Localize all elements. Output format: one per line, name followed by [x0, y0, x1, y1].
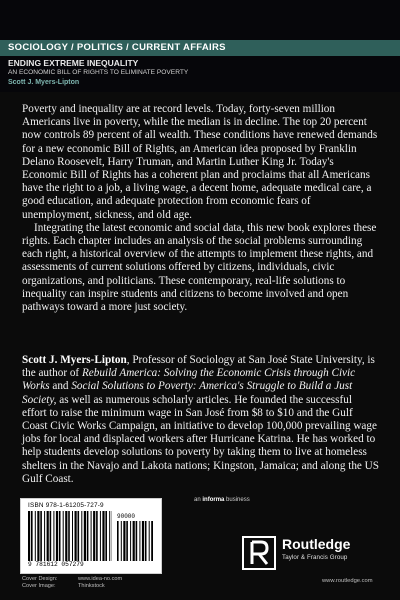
header-author: Scott J. Myers-Lipton [8, 79, 80, 86]
informa-suffix: business [226, 497, 250, 503]
credit-image-value: Thinkstock [78, 583, 105, 589]
bio-book-title: Social Solutions to Poverty: America's Struggle to Build a Just Society, [22, 380, 353, 406]
publisher-name: Routledge [282, 536, 351, 552]
author-bio [22, 354, 379, 486]
publisher-url: www.routledge.com [322, 578, 373, 584]
credit-image-label: Cover Image: [22, 583, 56, 589]
isbn-label: ISBN 978-1-61205-727-9 [28, 502, 104, 509]
bio-book-title: Rebuild America: Solving the Economic Crisis through Civic Works [22, 367, 356, 393]
credit-design-label: Cover Design: [22, 576, 58, 582]
barcode-icon [28, 511, 112, 561]
blurb-paragraph-1: Poverty and inequality are at record levels. Today, forty-seven million Americans live in poverty, while the median is in decline. The top 20 percent now controls 89 percent of all wealth. These conditions have renewed demands for a new economic Bill of Rights, an American idea proposed by Franklin Delano Roosevelt, Harry Truman, and Martin Luther King Jr. Today's Economic Bill of Rights has a coherent plan and proclaims that all Americans have the right to a job, a living wage, a decent home, adequate medical care, a good education, and adequate protection from economic fears of unemployment, sickness, and old age. [22, 103, 378, 221]
book-title: ENDING EXTREME INEQUALITY [8, 58, 139, 68]
credit-design-value: www.idea-no.com [78, 576, 123, 582]
blurb [22, 103, 379, 314]
cover-credits [22, 576, 123, 590]
bio-author-name: Scott J. Myers-Lipton [22, 354, 127, 366]
publisher-group: Taylor & Francis Group [282, 554, 348, 561]
category-label: SOCIOLOGY / POLITICS / CURRENT AFFAIRS [8, 42, 226, 53]
barcode-digits: 9 781612 057279 [28, 561, 84, 568]
informa-business-line [194, 497, 250, 503]
informa-brand: informa [202, 497, 225, 503]
bio-text: as well as numerous scholarly articles. He founded the successful effort to raise the minimum wage in San José from $8 to $10 and the Gulf Coast Civic Works Campaign, an initiative to develop 100,000 prevailing wage jobs for local and displaced workers after Hurricane Katrina. He has worked to help students develop solutions to poverty by taking them to live at homeless shelters in the Navajo and Lakota nations; Kingston, Jamaica; and along the US Gulf Coast. [22, 393, 379, 485]
price-code: 90000 [117, 513, 136, 520]
routledge-logo-icon [242, 536, 276, 570]
book-subtitle: AN ECONOMIC BILL OF RIGHTS TO ELIMINATE POVERTY [8, 69, 189, 76]
price-barcode-icon [117, 521, 153, 561]
bio-text: , Professor of Sociology at San José State University, is the author of [22, 354, 375, 380]
bio-text: and [49, 380, 72, 393]
blurb-paragraph-2: Integrating the latest economic and social data, this new book explores these rights. Each chapter includes an analysis of the social problems surrounding each right, a historical overview of the attempts to implement these rights, and assessments of current solutions offered by citizens, individuals, civic organizations, and politicians. These contemporary, real-life solutions to inequality can inspire students and citizens to become involved and open pathways toward a more just society. [22, 221, 377, 314]
barcode-box [20, 498, 162, 574]
informa-prefix: an [194, 497, 201, 503]
